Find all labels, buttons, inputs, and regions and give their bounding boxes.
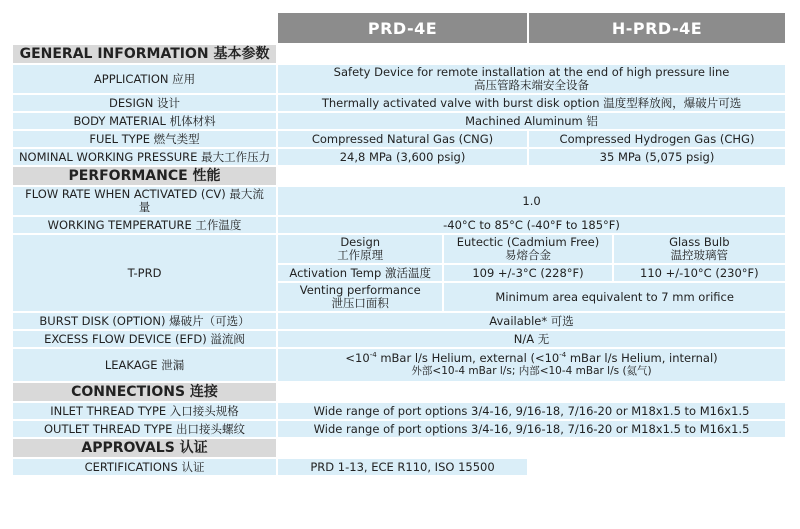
model-prd-4e: PRD-4E bbox=[278, 13, 527, 43]
section-title-connections: CONNECTIONS 连接 bbox=[13, 383, 276, 401]
section-performance bbox=[13, 167, 785, 185]
tprd-eutectic-cn: 易熔合金 bbox=[504, 248, 551, 262]
tprd-eutectic-en: Eutectic (Cadmium Free) bbox=[456, 235, 600, 249]
tprd-design-header bbox=[278, 235, 442, 263]
value-application-cn: 高压管路末端安全设备 bbox=[474, 78, 590, 92]
value-leakage-cn: 外部<10-4 mBar l/s; 内部<10-4 mBar l/s (氦气) bbox=[411, 365, 652, 377]
header-row bbox=[13, 13, 785, 43]
label-flow-rate-line2: 量 bbox=[138, 200, 151, 214]
label-burst-disk: BURST DISK (OPTION) 爆破片（可选） bbox=[13, 313, 276, 329]
label-flow-rate bbox=[13, 187, 276, 215]
value-inlet-thread: Wide range of port options 3/4-16, 9/16-18, 7/16-20 or M18x1.5 to M16x1.5 bbox=[278, 403, 785, 419]
value-activation-eutectic: 109 +/-3°C (228°F) bbox=[444, 265, 611, 281]
value-nwp-2: 35 MPa (5,075 psig) bbox=[529, 149, 785, 165]
value-venting: Minimum area equivalent to 7 mm orifice bbox=[444, 283, 785, 311]
label-outlet-thread: OUTLET THREAD TYPE 出口接头螺纹 bbox=[13, 421, 276, 437]
label-design: DESIGN 设计 bbox=[13, 95, 276, 111]
label-activation-temp: Activation Temp 激活温度 bbox=[278, 265, 442, 281]
label-nwp: NOMINAL WORKING PRESSURE 最大工作压力 bbox=[13, 149, 276, 165]
label-fuel-type: FUEL TYPE 燃气类型 bbox=[13, 131, 276, 147]
label-working-temp: WORKING TEMPERATURE 工作温度 bbox=[13, 217, 276, 233]
value-leakage bbox=[278, 349, 785, 381]
section-title-general: GENERAL INFORMATION 基本参数 bbox=[13, 45, 276, 63]
row-certifications bbox=[13, 459, 785, 475]
tprd-glass-bulb bbox=[614, 235, 785, 263]
row-flow-rate bbox=[13, 187, 785, 215]
value-fuel-chg: Compressed Hydrogen Gas (CHG) bbox=[529, 131, 785, 147]
tprd-design-cn: 工作原理 bbox=[337, 248, 384, 262]
row-working-temp bbox=[13, 217, 785, 233]
row-efd bbox=[13, 331, 785, 347]
value-outlet-thread: Wide range of port options 3/4-16, 9/16-18, 7/16-20 or M18x1.5 to M16x1.5 bbox=[278, 421, 785, 437]
value-body-material: Machined Aluminum 铝 bbox=[278, 113, 785, 129]
value-nwp-1: 24,8 MPa (3,600 psig) bbox=[278, 149, 527, 165]
label-inlet-thread: INLET THREAD TYPE 入口接头规格 bbox=[13, 403, 276, 419]
section-title-performance: PERFORMANCE 性能 bbox=[13, 167, 276, 185]
label-venting-cn: 泄压口面积 bbox=[331, 296, 389, 310]
value-burst-disk: Available* 可选 bbox=[278, 313, 785, 329]
value-design: Thermally activated valve with burst disk option 温度型释放阀，爆破片可选 bbox=[278, 95, 785, 111]
section-title-approvals: APPROVALS 认证 bbox=[13, 439, 276, 457]
label-venting bbox=[278, 283, 442, 311]
tprd-glass-cn: 温控玻璃管 bbox=[670, 248, 729, 262]
value-working-temp: -40°C to 85°C (-40°F to 185°F) bbox=[278, 217, 785, 233]
value-flow-rate: 1.0 bbox=[278, 187, 785, 215]
value-efd: N/A 无 bbox=[278, 331, 785, 347]
row-leakage bbox=[13, 349, 785, 381]
section-connections bbox=[13, 383, 785, 401]
tprd-design-en: Design bbox=[340, 235, 381, 249]
tprd-glass-en: Glass Bulb bbox=[669, 235, 730, 249]
section-approvals bbox=[13, 439, 785, 457]
value-application-en: Safety Device for remote installation at the end of high pressure line bbox=[333, 65, 730, 79]
value-application bbox=[278, 65, 785, 93]
label-body-material: BODY MATERIAL 机体材料 bbox=[13, 113, 276, 129]
value-certifications: PRD 1-13, ECE R110, ISO 15500 bbox=[278, 459, 527, 475]
row-body-material bbox=[13, 113, 785, 129]
value-leakage-en: $<10^{-4}$ mBar l/s Helium, external ($<10^{-4}$ mBar l/s Helium, internal) bbox=[345, 351, 718, 365]
row-application bbox=[13, 65, 785, 93]
label-certifications: CERTIFICATIONS 认证 bbox=[13, 459, 276, 475]
label-leakage: LEAKAGE 泄漏 bbox=[13, 349, 276, 381]
row-design bbox=[13, 95, 785, 111]
label-application: APPLICATION 应用 bbox=[13, 65, 276, 93]
label-tprd: T-PRD bbox=[13, 235, 276, 311]
row-outlet-thread bbox=[13, 421, 785, 437]
label-flow-rate-line1: FLOW RATE WHEN ACTIVATED (CV) 最大流 bbox=[25, 187, 264, 201]
row-fuel-type bbox=[13, 131, 785, 147]
header-blank bbox=[13, 13, 276, 43]
model-h-prd-4e: H-PRD-4E bbox=[529, 13, 785, 43]
spec-table bbox=[11, 11, 787, 477]
row-tprd-design bbox=[13, 235, 785, 263]
row-inlet-thread bbox=[13, 403, 785, 419]
row-burst-disk bbox=[13, 313, 785, 329]
tprd-eutectic bbox=[444, 235, 611, 263]
section-general bbox=[13, 45, 785, 63]
label-efd: EXCESS FLOW DEVICE (EFD) 溢流阀 bbox=[13, 331, 276, 347]
value-fuel-cng: Compressed Natural Gas (CNG) bbox=[278, 131, 527, 147]
row-nwp bbox=[13, 149, 785, 165]
value-activation-glass: 110 +/-10°C (230°F) bbox=[614, 265, 785, 281]
label-venting-en: Venting performance bbox=[299, 283, 421, 297]
